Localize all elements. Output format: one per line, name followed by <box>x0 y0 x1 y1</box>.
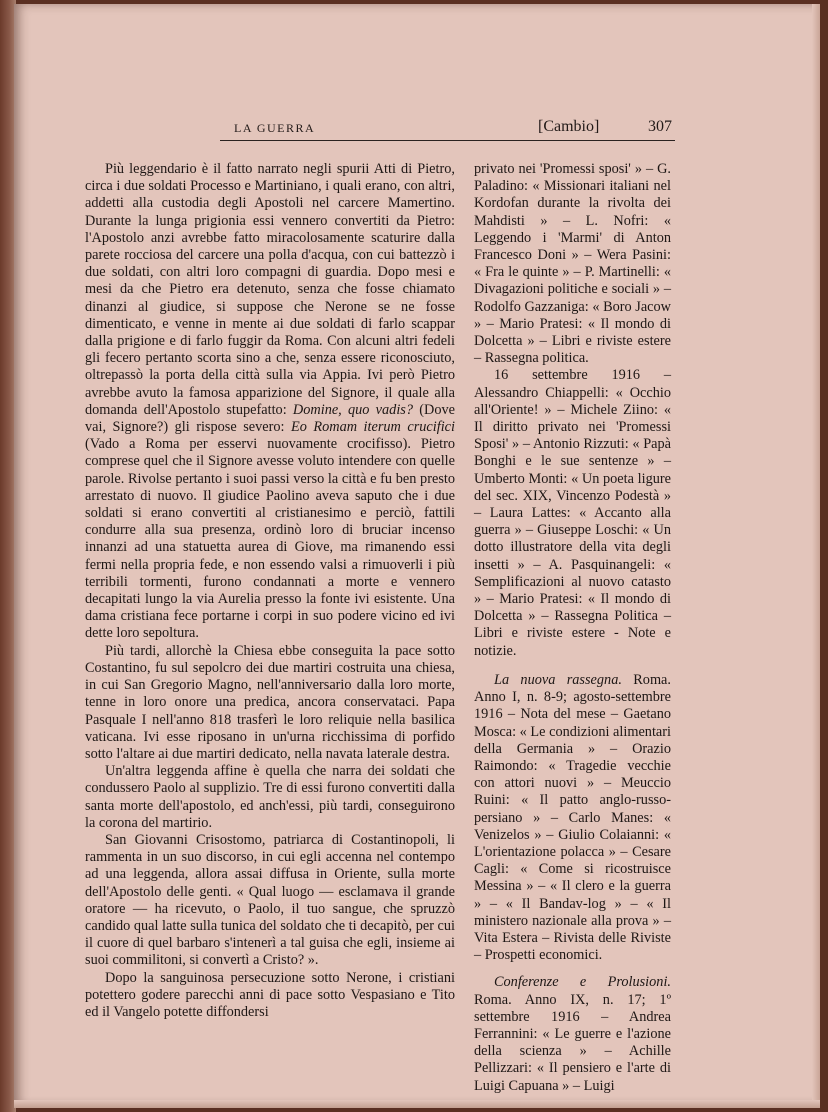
periodical-title: Conferenze e Prolusioni. <box>494 974 671 991</box>
entry-text: Roma. Anno I, n. 8-9; agosto-settembre 1916 – Nota del mese – Gaetano Mosca: « Le condizioni alimentari della Germania » – Orazio Raimondo: « Tragedie vecchie con attori nuovi » – Meuccio Ruini: « Il patto anglo-russo-persiano » – Carlo Manes: « Venizelos » – Giulio Colaianni: « L'orientazione polacca » – Cesare Cagli: « Come si ricostruisce Messina » – « Il clero e la guerra » – « Il Bandav-log » – « Il ministero nazionale alla prova » – Vita Estera – Rivista delle Riviste – Prospetti economici. <box>474 671 671 964</box>
left-column <box>85 161 455 1021</box>
page-edge-right <box>812 4 820 1108</box>
paragraph-crisostomo: San Giovanni Crisostomo, patriarca di Costantinopoli, li rammenta in un suo discorso, in cui egli accenna nel contempo ad una leggenda, allora assai diffusa in Oriente, sulla morte dell'Apostolo delle genti. « Qual luogo — esclamava il grande oratore — ha ricevuto, o Paolo, il tuo sangue, che spruzzò candido qual latte sulla tunica del soldato che ti decapitò, per cui il cuore di quel barbaro s'intenerì a tal guisa che egli, insieme ai suoi commilitoni, si convertì a Cristo? ». <box>85 831 456 969</box>
entry-text: Roma. Anno IX, n. 17; 1º settembre 1916 – Andrea Ferrannini: « Le guerre e l'azione della scienza » – Achille Pellizzari: « Il pensiero e l'arte di Luigi Capuana » – Luigi <box>474 991 671 1094</box>
paragraph-text: Più leggendario è il fatto narrato negli spurii Atti di Pietro, circa i due soldati Processo e Martiniano, i quali erano, con altri, addetti alla custodia degli Apostoli nel carcere Mamertino. Durante la lunga prigionia essi vennero convertiti da Pietro: l'Apostolo anzi avrebbe fatto miracolosamente scaturire dalla parete rocciosa del carcere una polla d'acqua, con cui battezzò i due soldati, con altri loro compagni di guardia. Dopo mesi e mesi da che Pietro era detenuto, senza che fosse chiamato dinanzi al giudice, si suppose che Nerone se ne fosse dimenticato, e venne in mente ai due soldati di farlo scappar dalla prigione e di farlo fuggir da Roma. Con alcuni altri fedeli gli fecero pertanto scorta sino a che, senza essere riconosciuto, oltrepassò la porta della città sulla via Appia. Ivi però Pietro avrebbe avuto la famosa apparizione del Signore, il quale alla domanda dell'Apostolo stupefatto: <box>85 161 455 418</box>
page-edge-bottom <box>14 1100 820 1108</box>
rassegna-entry-nuova-rassegna <box>474 672 671 964</box>
rassegna-entry-continued: privato nei 'Promessi sposi' » – G. Paladino: « Missionari italiani nel Kordofan durante la rivolta dei Mahdisti » – L. Nofri: « Leggendo i 'Marmi' di Anton Francesco Doni » – Wera Pasini: « Fra le quinte » – P. Martinelli: « Divagazioni politiche e sociali » – Rodolfo Gazzaniga: « Boro Jacow » – Mario Pratesi: « Il mondo di Dolcetta » – Libri e riviste estere – Rassegna politica. <box>474 161 671 367</box>
running-head-title: LA GUERRA <box>234 121 316 135</box>
latin-quote: Eo Romam iterum crucifici <box>290 419 455 436</box>
latin-quote: Domine, quo vadis? <box>292 401 414 418</box>
paragraph-processo-martiniano <box>85 161 455 643</box>
paragraph-costantino: Più tardi, allorchè la Chiesa ebbe conseguita la pace sotto Costantino, fu sul sepolcro dei due martiri costruita una chiesa, in cui San Gregorio Magno, nell'anniversario dalla loro morte, tenne in loro onore una predica, ancora conservataci. Papa Pasquale I nell'anno 818 trasferì le loro reliquie nella basilica vaticana. Ivi esse riposano in un'urna ricchissima di porfido sotto l'altare ai due martiri dedicato, nella navata laterale destra. <box>85 642 455 762</box>
rassegna-entry-16-settembre: 16 settembre 1916 – Alessandro Chiappelli: « Occhio all'Oriente! » – Michele Ziino: « Il diritto privato nei 'Promessi Sposi' » – Antonio Rizzuti: « Papà Bonghi e le sue sentenze » – Umberto Monti: « Un poeta ligure del sec. XIX, Vincenzo Podestà » – Laura Lattes: « Accanto alla guerra » – Giuseppe Loschi: « Un dotto illustratore della vita degli insetti » – A. Pasquinangeli: « Semplificazioni al nuovo catasto » – Mario Pratesi: « Il mondo di Dolcetta » – Rassegna Politica – Libri e riviste estere - Note e notizie. <box>474 367 671 659</box>
periodical-title: La nuova rassegna. <box>494 671 622 688</box>
page-number: 307 <box>648 118 672 135</box>
running-head-section: [Cambio] <box>538 118 600 135</box>
rassegna-entry-conferenze <box>474 974 671 1094</box>
paragraph-text: (Vado a Roma per esservi nuovamente crocifisso). Pietro comprese quel che il Signore avesse voluto intendere con quelle parole. Rivolse pertanto i suoi passi verso la città e fu ben presto arrestato di nuovo. Il giudice Paolino aveva saputo che i due soldati si erano convertiti al cristianesimo e perciò, fattili condurre alla sua presenza, ordinò loro di bruciar incenso innanzi ad una statuetta aurea di Giove, ma rimanendo essi fermi nella propria fede, e non essendo valsi a rimuoverli i più terribili tormenti, furono condannati a morte e vennero decapitati lungo la via Aurelia presso la fonte ivi esistente. Una dama cristiana fece portarne i corpi in suo podere vicino ed ivi dette loro sepoltura. <box>85 436 455 642</box>
paragraph-leggenda-paolo: Un'altra leggenda affine è quella che narra dei soldati che condussero Paolo al supplizio. Tre di essi furono convertiti dalla santa morte dell'apostolo, ed anch'essi, più tardi, conseguirono la corona del martirio. <box>85 763 455 831</box>
paragraph-nerone: Dopo la sanguinosa persecuzione sotto Nerone, i cristiani potettero godere parecchi anni di pace sotto Vespasiano e Tito ed il Vangelo potette diffondersi <box>85 969 455 1020</box>
running-head <box>220 118 675 141</box>
right-column <box>474 161 671 1095</box>
paragraph-text: (Dove vai, Signore?) gli rispose severo: <box>85 401 455 436</box>
